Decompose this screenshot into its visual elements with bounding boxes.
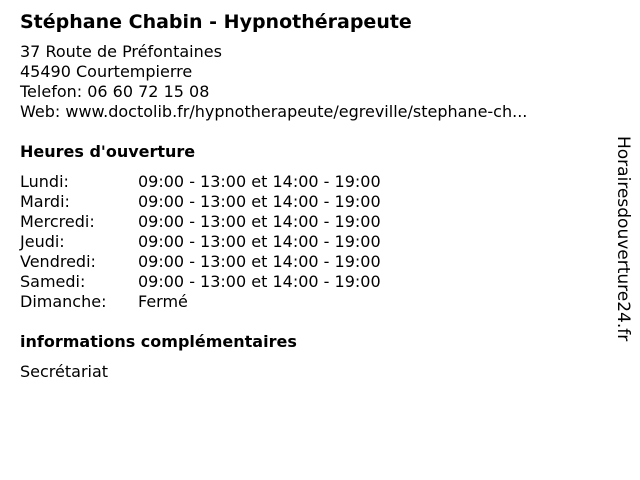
day-label: Samedi: xyxy=(20,272,86,291)
time-value: 09:00 - 13:00 et 14:00 - 19:00 xyxy=(138,192,381,211)
info-heading: informations complémentaires xyxy=(20,332,297,351)
info-text: Secrétariat xyxy=(20,362,109,381)
time-value: 09:00 - 13:00 et 14:00 - 19:00 xyxy=(138,272,381,291)
day-label: Vendredi: xyxy=(20,252,96,271)
hours-row-lundi xyxy=(20,172,610,192)
hours-row-mardi xyxy=(20,192,610,212)
day-label: Jeudi: xyxy=(20,232,65,251)
day-label: Mardi: xyxy=(20,192,70,211)
hours-row-vendredi xyxy=(20,252,610,272)
business-card xyxy=(20,8,610,382)
time-value: 09:00 - 13:00 et 14:00 - 19:00 xyxy=(138,252,381,271)
hours-row-mercredi xyxy=(20,212,610,232)
day-label: Dimanche: xyxy=(20,292,107,311)
hours-row-dimanche xyxy=(20,292,610,312)
address-block xyxy=(20,42,610,122)
page-title: Stéphane Chabin - Hypnothérapeute xyxy=(20,11,412,33)
time-value: 09:00 - 13:00 et 14:00 - 19:00 xyxy=(138,232,381,251)
hours-row-jeudi xyxy=(20,232,610,252)
site-watermark: Horairesdouverture24.fr xyxy=(613,136,633,342)
phone-number: Telefon: 06 60 72 15 08 xyxy=(20,82,210,101)
hours-row-samedi xyxy=(20,272,610,292)
address-street: 37 Route de Préfontaines xyxy=(20,42,222,61)
time-value: 09:00 - 13:00 et 14:00 - 19:00 xyxy=(138,212,381,231)
address-city: 45490 Courtempierre xyxy=(20,62,193,81)
hours-table xyxy=(20,172,610,312)
time-value: 09:00 - 13:00 et 14:00 - 19:00 xyxy=(138,172,381,191)
website-link[interactable]: Web: www.doctolib.fr/hypnotherapeute/egreville/stephane-ch... xyxy=(20,102,528,121)
time-value: Fermé xyxy=(138,292,188,311)
day-label: Mercredi: xyxy=(20,212,95,231)
hours-heading: Heures d'ouverture xyxy=(20,142,196,161)
day-label: Lundi: xyxy=(20,172,69,191)
